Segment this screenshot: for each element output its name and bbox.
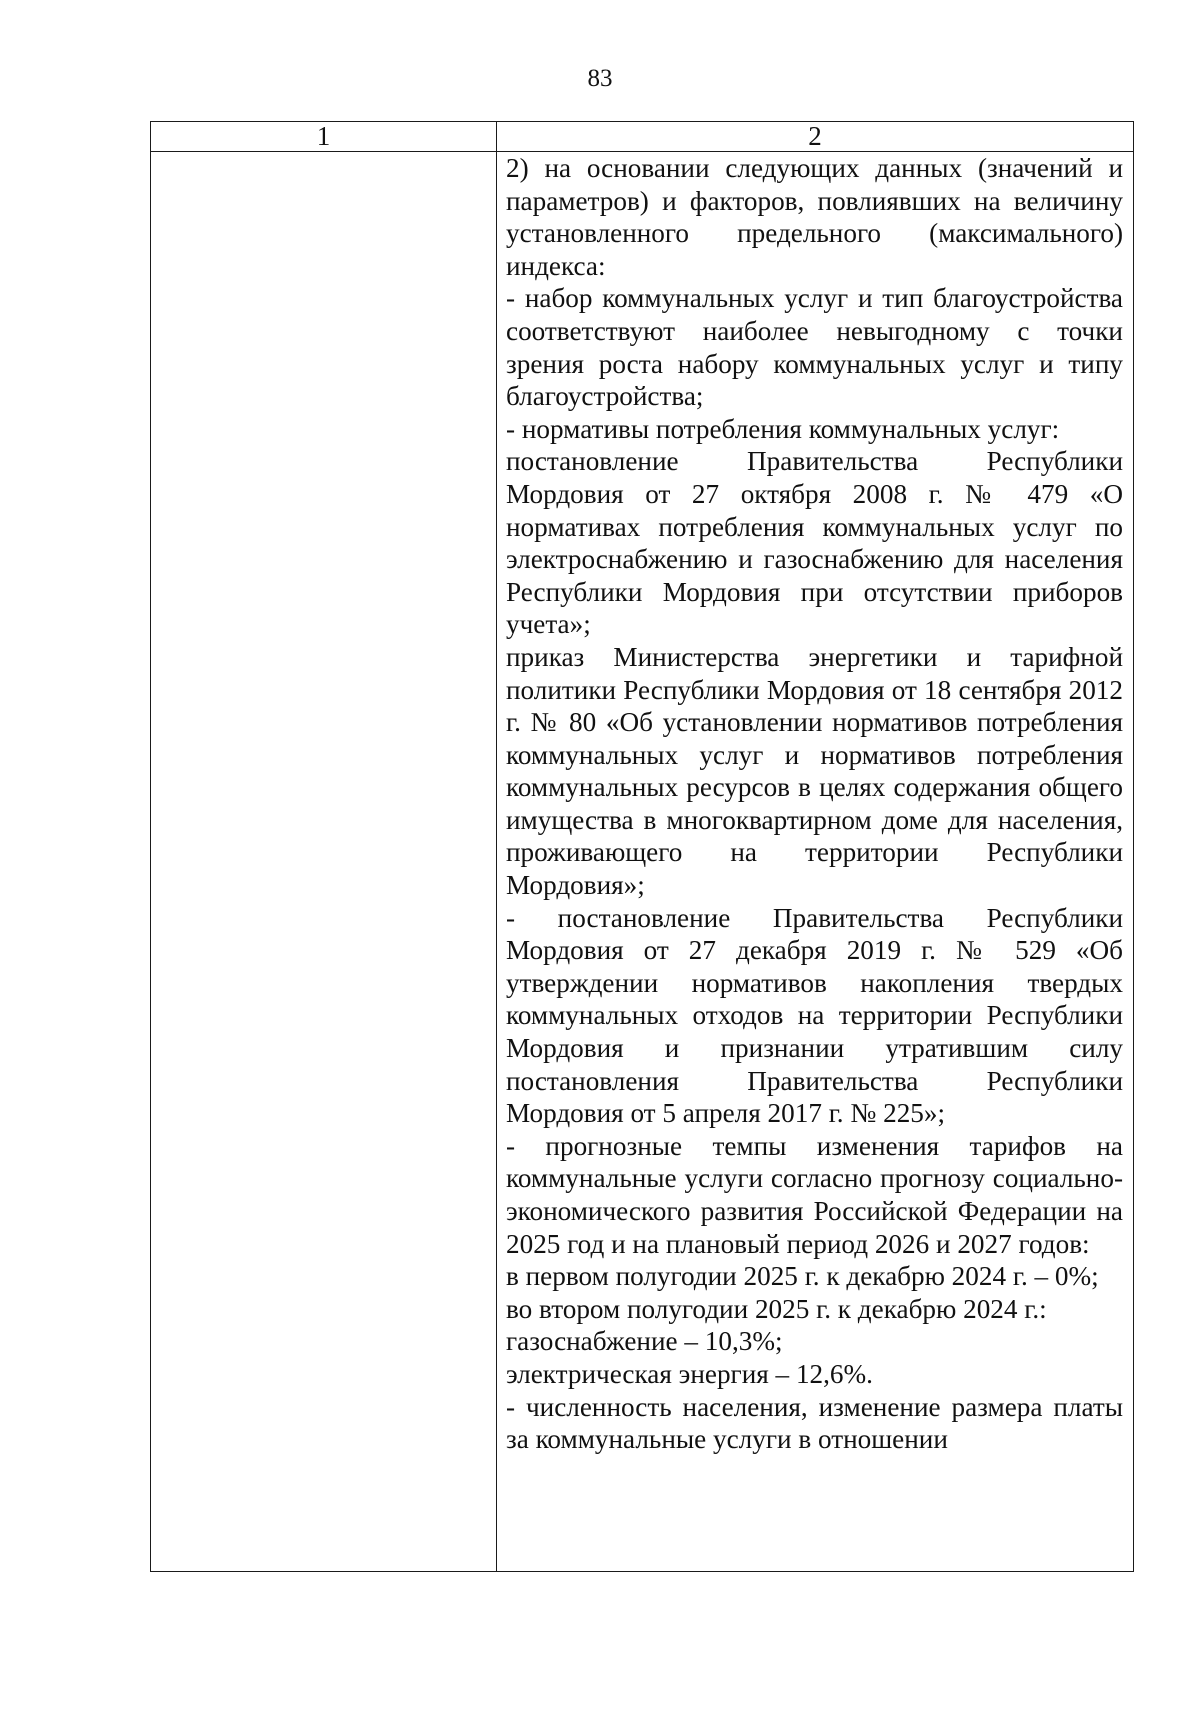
column-1-header: 1 — [151, 122, 497, 152]
paragraph-order-80: приказ Министерства энергетики и тарифной политики Республики Мордовия от 18 сентября 2012 г. № 80 «Об установлении нормативов потребления коммунальных услуг и нормативов потребления коммунальных ресурсов в целях содержания общего имущества в многоквартирном доме для населения, проживающего на территории Республики Мордовия»; — [506, 641, 1123, 901]
column-2-text — [506, 152, 1123, 1456]
paragraph-consumption-norms: - нормативы потребления коммунальных услуг: — [506, 413, 1060, 444]
paragraph-basis-intro: 2) на основании следующих данных (значений и параметров) и факторов, повлиявших на величину установленного предельного (максимального) индекса: — [506, 153, 1123, 281]
paragraph-second-half: во втором полугодии 2025 г. к декабрю 2024 г.: — [506, 1293, 1047, 1324]
table-header-row — [151, 122, 1134, 152]
paragraph-services-set: - набор коммунальных услуг и тип благоустройства соответствуют наиболее невыгодному с точки зрения роста набору коммунальных услуг и типу благоустройства; — [506, 283, 1123, 412]
paragraph-electric-energy: электрическая энергия – 12,6%. — [506, 1358, 873, 1389]
column-2-cell — [497, 152, 1134, 1572]
page-number: 83 — [587, 65, 613, 92]
document-table — [150, 121, 1134, 1572]
paragraph-resolution-529: - постановление Правительства Республики Мордовия от 27 декабря 2019 г. № 529 «Об утверждении нормативов накопления твердых коммунальных отходов на территории Республики Мордовия и признании утратившим силу постановления Правительства Республики Мордовия от 5 апреля 2017 г. № 225»; — [506, 902, 1123, 1129]
paragraph-resolution-479: постановление Правительства Республики Мордовия от 27 октября 2008 г. № 479 «О нормативах потребления коммунальных услуг по электроснабжению и газоснабжению для населения Республики Мордовия при отсутствии приборов учета»; — [506, 446, 1123, 640]
paragraph-tariff-forecast: - прогнозные темпы изменения тарифов на коммунальные услуги согласно прогнозу социально-экономического развития Российской Федерации на 2025 год и на плановый период 2026 и 2027 годов: — [506, 1130, 1123, 1259]
table-body-row — [151, 152, 1134, 1572]
paragraph-first-half: в первом полугодии 2025 г. к декабрю 2024 г. – 0%; — [506, 1261, 1099, 1292]
column-2-header: 2 — [497, 122, 1134, 152]
paragraph-gas-supply: газоснабжение – 10,3%; — [506, 1326, 783, 1357]
paragraph-population: - численность населения, изменение размера платы за коммунальные услуги в отношении — [506, 1391, 1123, 1455]
column-1-cell — [151, 152, 497, 1572]
